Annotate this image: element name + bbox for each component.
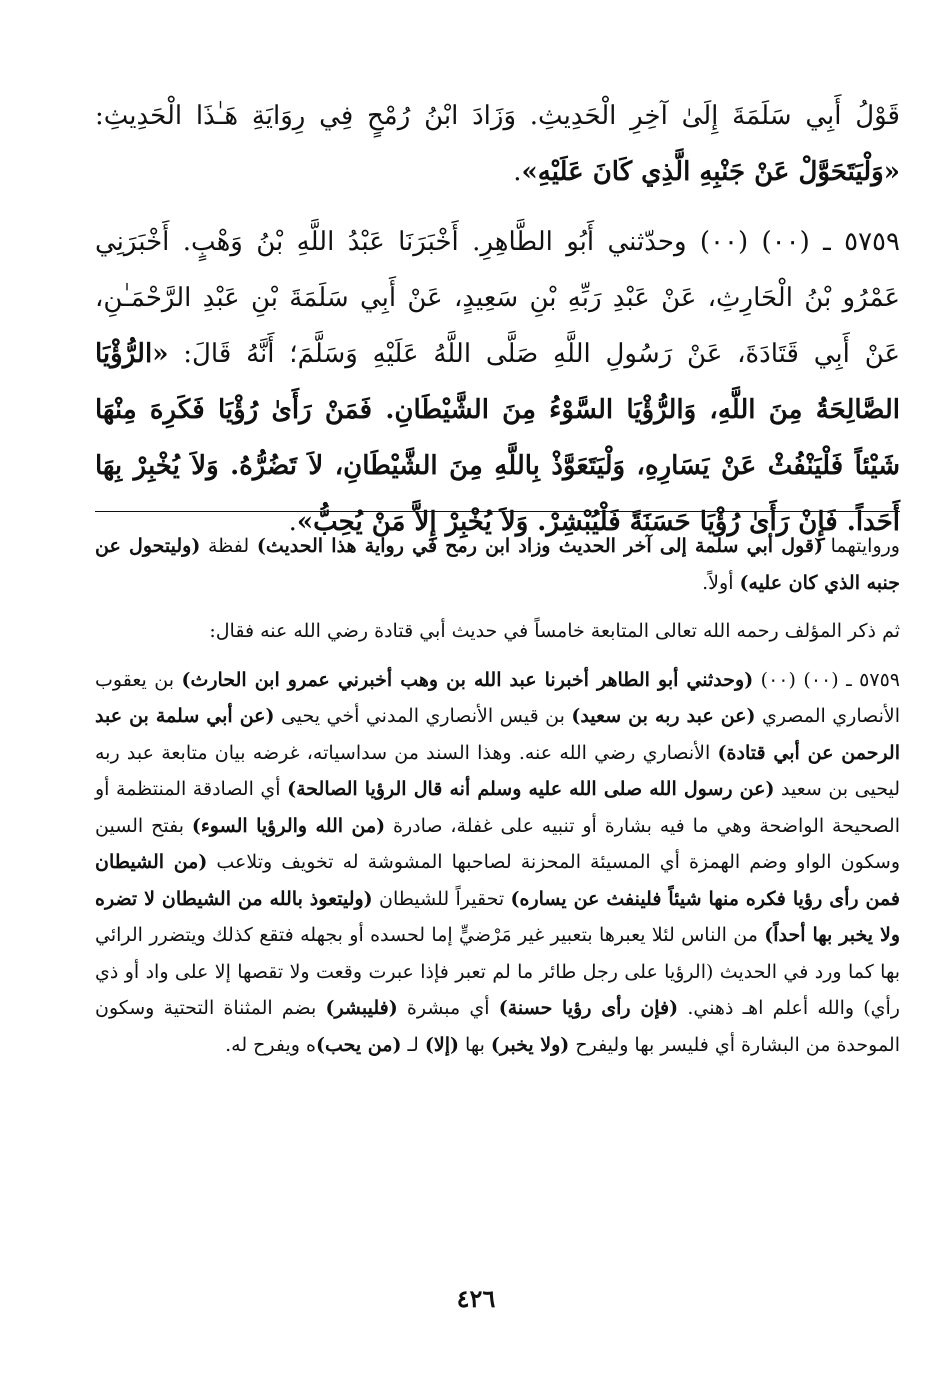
commentary-3-text: أي مبشرة (397, 997, 499, 1019)
hadith-2-quote: «الرُّؤْيَا الصَّالِحَةُ مِنَ اللَّهِ، وَالرُّؤْيَا السَّوْءُ مِنَ الشَّيْطَانِ. فَمَنْ رَأَىٰ رُؤْيَا فَكَرِهَ مِنْهَا شَيْئاً فَلْيَنْفُثْ عَنْ يَسَارِهِ، وَلْيَتَعَوَّذْ بِاللَّهِ مِنَ الشَّيْطَانِ، لاَ تَضُرُّهُ. وَلاَ يُخْبِرْ بِهَا أَحَداً. فَإِنْ رَأَىٰ رُؤْيَا حَسَنَةً فَلْيُبْشِرْ. وَلاَ يُخْبِرْ إِلاَّ مَنْ يُحِبُّ» (95, 339, 900, 537)
commentary-3-quote: (فإن رأى رؤيا حسنة) (498, 997, 679, 1019)
hadith-1-quote: «وَلْيَتَحَوَّلْ عَنْ جَنْبِهِ الَّذِي كَانَ عَلَيْهِ» (521, 157, 900, 187)
commentary-paragraph-3 (95, 662, 900, 1064)
commentary-3-quote: (عن أبي سلمة بن عبد الرحمن عن أبي قتادة) (95, 705, 900, 764)
commentary-3-quote: (وليتعوذ بالله من الشيطان لا تضره ولا يخبر بها أحداً) (95, 887, 900, 946)
hadith-1-narration: قَوْلُ أَبِي سَلَمَةَ إِلَىٰ آخِرِ الْحَدِيثِ. وَزَادَ ابْنُ رُمْحٍ فِي رِوَايَةِ هَـٰذَا الْحَدِيثِ: (95, 101, 900, 131)
commentary-3-quote: (من الله والرؤيا السوء) (191, 814, 386, 837)
commentary-paragraph-2: ثم ذكر المؤلف رحمه الله تعالى المتابعة خامساً في حديث أبي قتادة رضي الله عنه فقال: (209, 620, 900, 642)
commentary-3-text: من الناس لئلا يعبرها بتعبير غير مَرْضيٍّ إما لحسده أو بجهله فتقع كذلك ويتضرر الرائي بها كما ورد في الحديث (الرؤيا على رجل طائر ما لم تعبر فإذا عبرت وقعت ولا تقصها إلا على واد أو ذي رأي) والله أعلم اهـ ذهني. (95, 924, 900, 1019)
hadith-text (95, 88, 900, 550)
hadith-2-isnad: ٥٧٥٩ ـ (٠٠) (٠٠) وحدّثني أَبُو الطَّاهِرِ. أَخْبَرَنَا عَبْدُ اللَّهِ بْنُ وَهْبٍ. أَخْبَرَنِي عَمْرُو بْنُ الْحَارِثِ، عَنْ عَبْدِ رَبِّهِ بْنِ سَعِيدٍ، عَنْ أَبِي سَلَمَةَ بْنِ عَبْدِ الرَّحْمَـٰنِ، عَنْ أَبِي قَتَادَةَ، عَنْ رَسُولِ اللَّهِ صَلَّى اللَّهُ عَلَيْهِ وَسَلَّمَ؛ أَنَّهُ قَالَ: (95, 227, 900, 369)
commentary-3-text: بن يعقوب الأنصاري المصري (95, 668, 901, 727)
hadith-1-end: . (513, 157, 522, 187)
commentary-3-quote: (وحدثني أبو الطاهر أخبرنا عبد الله بن وهب أخبرني عمرو ابن الحارث) (181, 668, 754, 691)
commentary-3-quote: (فليبشر) (325, 997, 398, 1019)
separator-line (95, 511, 900, 512)
hadith-2-end: . (288, 507, 297, 537)
commentary-3-text: بفتح السين وسكون الواو وضم الهمزة أي المسيئة المحزنة لصاحبها المشوشة له تخويف وتلاعب (95, 814, 900, 873)
commentary-3-text: ه ويفرح له. (225, 1033, 316, 1056)
commentary-3-quote: (من يحب) (315, 1033, 402, 1056)
commentary-3-text: بن قيس الأنصاري المدني أخي يحيى (274, 705, 572, 727)
commentary-text (95, 528, 900, 1063)
commentary-3-quote: (من الشيطان فمن رأى رؤيا فكره منها شيئاً فلينفث عن يساره) (95, 851, 900, 910)
commentary-1-quote-a: (قول أبي سلمة إلى آخر الحديث وزاد ابن رمح في رواية هذا الحديث) (256, 535, 823, 557)
commentary-1-part-a: وروايتهما (822, 535, 900, 557)
commentary-3-text: بها (458, 1033, 491, 1056)
commentary-3-number: ٥٧٥٩ ـ (٠٠) (٠٠) (753, 668, 900, 691)
commentary-1-quote-b: (وليتحول عن جنبه الذي كان عليه) (95, 535, 900, 594)
commentary-3-text: أي الصادقة المنتظمة أو الصحيحة الواضحة وهي ما فيه بشارة أو تنبيه على غفلة، صادرة (95, 778, 900, 837)
commentary-3-quote: (إلا) (424, 1033, 459, 1056)
commentary-3-text: لـ (401, 1033, 425, 1056)
commentary-3-text: بضم المثناة التحتية وسكون الموحدة من البشارة أي فليسر بها وليفرح (95, 997, 900, 1056)
commentary-3-quote: (عن عبد ربه بن سعيد) (571, 705, 756, 727)
commentary-paragraph-1 (95, 528, 900, 601)
commentary-3-text: تحقيراً للشيطان (372, 887, 511, 910)
hadith-paragraph-1 (95, 88, 900, 200)
commentary-1-part-c: أولاً. (702, 571, 740, 594)
hadith-paragraph-2 (95, 214, 900, 550)
commentary-3-quote: (عن رسول الله صلى الله عليه وسلم أنه قال الرؤيا الصالحة) (287, 778, 775, 800)
commentary-3-text: الأنصاري رضي الله عنه. وهذا السند من سداسياته، غرضه بيان متابعة عبد ربه ليحيى بن سعيد (95, 741, 900, 800)
commentary-3-quote: (ولا يخبر) (490, 1033, 570, 1056)
commentary-1-part-b: لفظة (200, 535, 257, 557)
page-number: ٤٢٦ (456, 1284, 496, 1313)
